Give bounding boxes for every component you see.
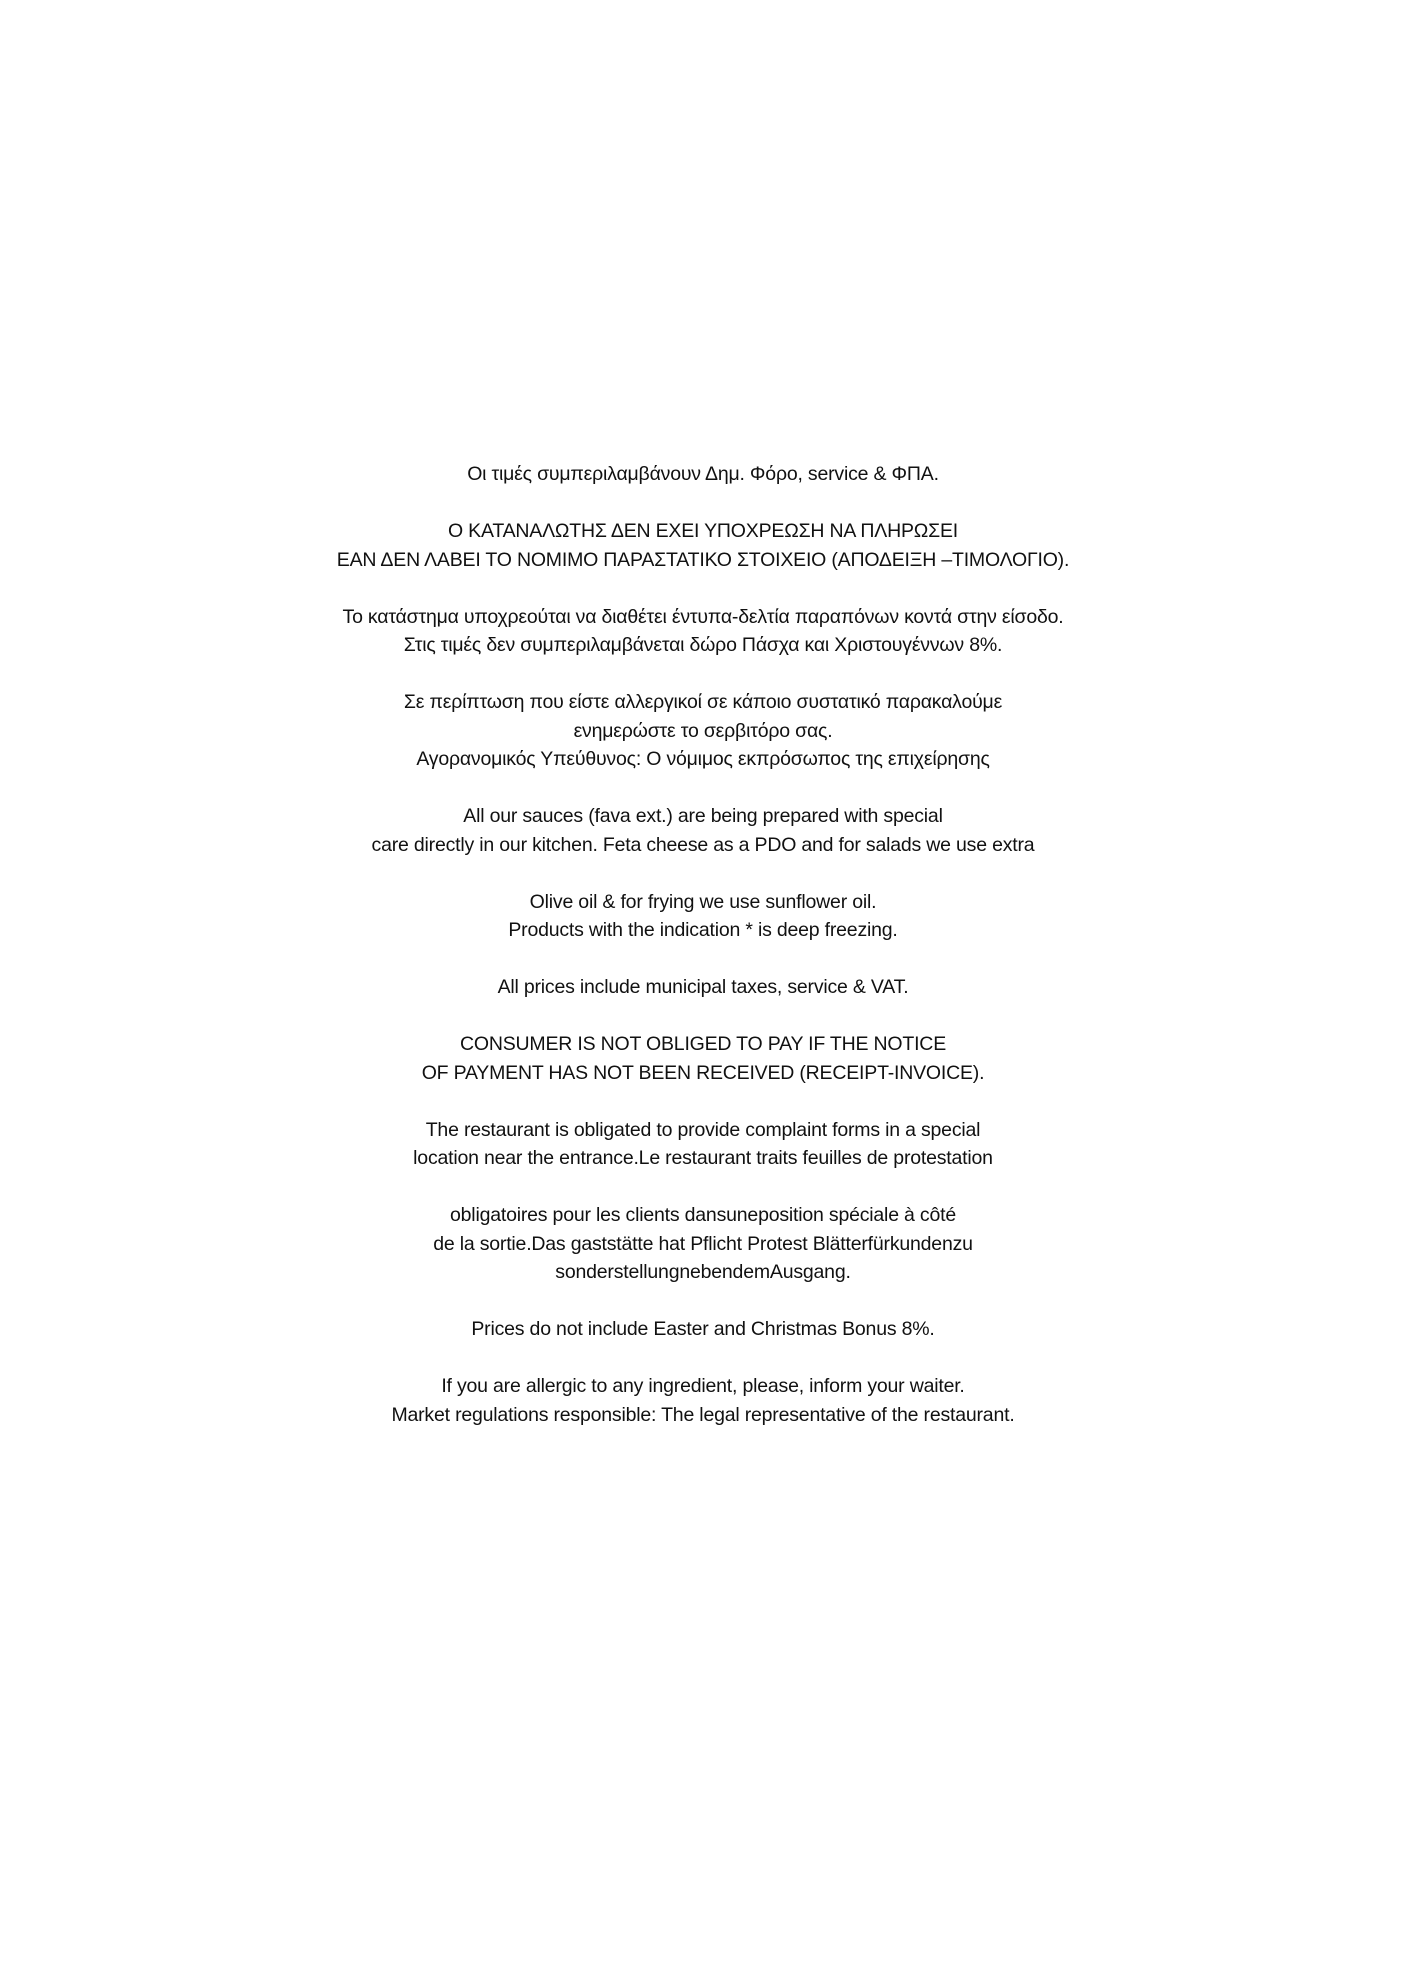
french-german-complaint-notice <box>0 1201 1406 1287</box>
english-prices-notice <box>0 973 1406 1002</box>
text-line: The restaurant is obligated to provide complaint forms in a special <box>425 1118 981 1141</box>
text-line: All our sauces (fava ext.) are being prepared with special <box>463 805 943 827</box>
english-oil-freezing-notice <box>0 888 1406 945</box>
text-line: Olive oil & for frying we use sunflower oil. <box>529 890 877 913</box>
text-line: obligatoires pour les clients dansuneposition spéciale à côté <box>450 1204 956 1226</box>
text-line: OF PAYMENT HAS NOT BEEN RECEIVED (RECEIPT-INVOICE). <box>421 1061 985 1084</box>
text-line: CONSUMER IS NOT OBLIGED TO PAY IF THE NOTICE <box>459 1033 946 1055</box>
english-sauces-notice <box>0 802 1406 859</box>
english-complaint-forms-notice <box>0 1116 1406 1173</box>
text-line: ενημερώστε το σερβιτόρο σας. <box>573 719 833 742</box>
text-line: Market regulations responsible: The legal representative of the restaurant. <box>391 1403 1015 1426</box>
text-line: Products with the indication * is deep freezing. <box>508 919 898 941</box>
text-line: Στις τιμές δεν συμπεριλαμβάνεται δώρο Πάσχα και Χριστουγέννων 8%. <box>403 634 1003 656</box>
text-line: Αγορανομικός Υπεύθυνος: Ο νόμιμος εκπρόσωπος της επιχείρησης <box>416 748 990 770</box>
english-bonus-notice <box>0 1315 1406 1344</box>
menu-notice-page <box>0 460 1406 1458</box>
text-line: All prices include municipal taxes, service & VAT. <box>497 976 909 998</box>
greek-prices-notice <box>0 460 1406 489</box>
text-line: location near the entrance.Le restaurant traits feuilles de protestation <box>413 1147 993 1169</box>
english-allergy-notice <box>0 1372 1406 1429</box>
greek-complaint-forms-notice <box>0 603 1406 660</box>
text-line: care directly in our kitchen. Feta cheese as a PDO and for salads we use extra <box>371 833 1035 856</box>
text-line: sonderstellungnebendemAusgang. <box>555 1261 851 1283</box>
greek-allergy-notice <box>0 688 1406 774</box>
text-line: de la sortie.Das gaststätte hat Pflicht Protest Blätterfürkundenzu <box>433 1232 973 1255</box>
text-line: ΕΑΝ ΔΕΝ ΛΑΒΕΙ ΤΟ ΝΟΜΙΜΟ ΠΑΡΑΣΤΑΤΙΚΟ ΣΤΟΙΧΕΙΟ (ΑΠΟΔΕΙΞΗ –ΤΙΜΟΛΟΓΙΟ). <box>336 548 1070 571</box>
text-line: Το κατάστημα υποχρεούται να διαθέτει έντυπα-δελτία παραπόνων κοντά στην είσοδο. <box>342 605 1064 628</box>
text-line: If you are allergic to any ingredient, please, inform your waiter. <box>441 1375 965 1397</box>
english-consumer-payment-notice <box>0 1030 1406 1087</box>
text-line: Οι τιμές συμπεριλαμβάνουν Δημ. Φόρο, service & ΦΠΑ. <box>467 463 939 485</box>
text-line: Ο ΚΑΤΑΝΑΛΩΤΗΣ ΔΕΝ ΕΧΕΙ ΥΠΟΧΡΕΩΣΗ ΝΑ ΠΛΗΡΩΣΕΙ <box>447 520 959 542</box>
greek-consumer-payment-notice <box>0 517 1406 574</box>
text-line: Σε περίπτωση που είστε αλλεργικοί σε κάποιο συστατικό παρακαλούμε <box>403 691 1003 713</box>
text-line: Prices do not include Easter and Christmas Bonus 8%. <box>471 1318 935 1340</box>
